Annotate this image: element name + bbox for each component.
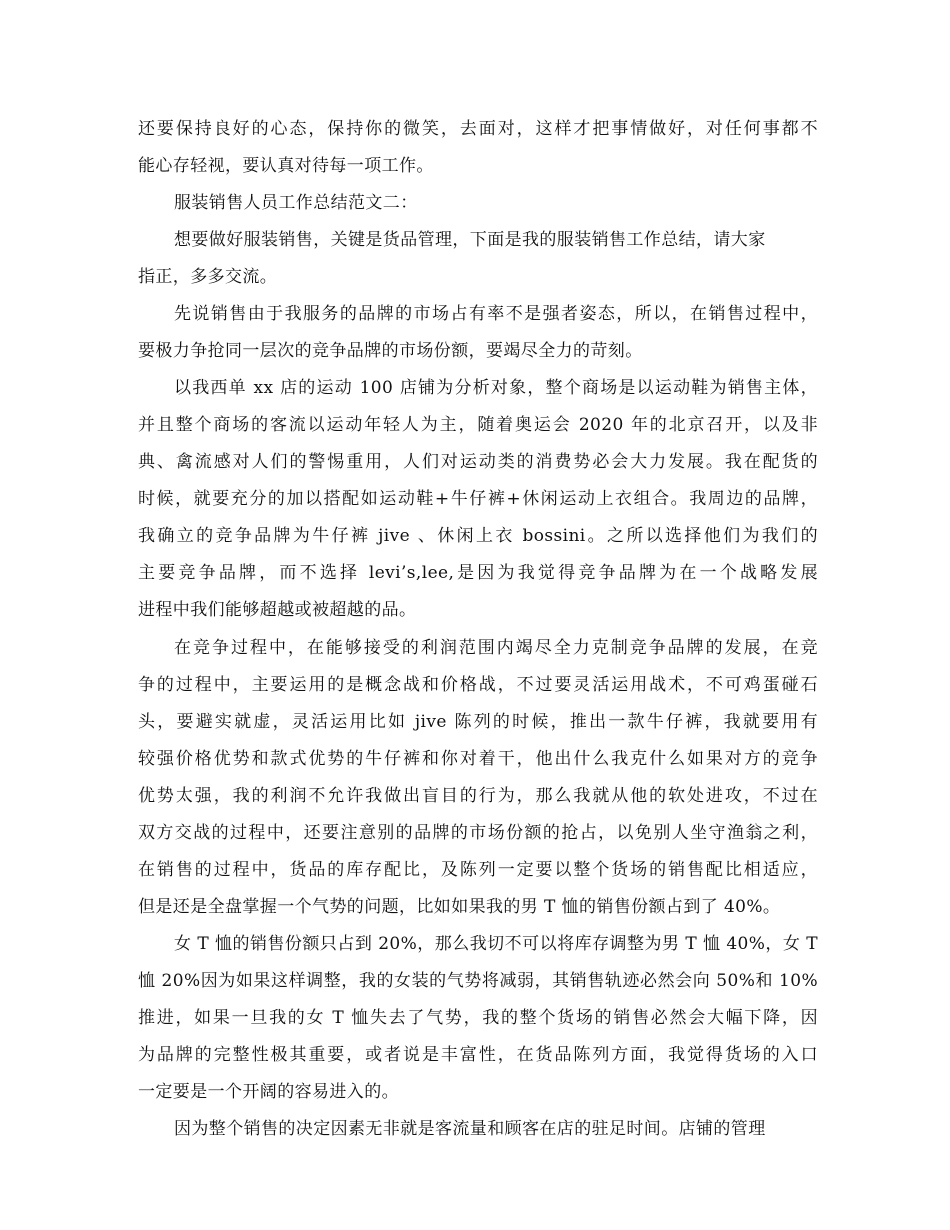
text-line: 因为整个销售的决定因素无非就是客流量和顾客在店的驻足时间。店铺的管理 (174, 1119, 766, 1139)
text-line: 头，要避实就虚，灵活运用比如 jive 陈列的时候，推出一款牛仔裤，我就要用有 (138, 712, 818, 732)
text-line: 指正，多多交流。 (138, 267, 278, 287)
text-line: 以我西单 xx 店的运动 100 店铺为分析对象，整个商场是以运动鞋为销售主体， (174, 378, 818, 398)
text-line: 我确立的竞争品牌为牛仔裤 jive 、休闲上衣 bossini。之所以选择他们为我们的 (138, 526, 818, 546)
text-line: 恤 20%因为如果这样调整，我的女装的气势将减弱，其销售轨迹必然会向 50%和 10% (138, 971, 818, 991)
text-line: 较强价格优势和款式优势的牛仔裤和你对着干，他出什么我克什么如果对方的竞争 (138, 749, 818, 769)
text-line: 双方交战的过程中，还要注意别的品牌的市场份额的抢占，以免别人坐守渔翁之利， (138, 823, 818, 843)
text-line: 推进，如果一旦我的女 T 恤失去了气势，我的整个货场的销售必然会大幅下降，因 (138, 1008, 818, 1028)
text-line: 主要竞争品牌，而不选择 levi’s,lee,是因为我觉得竞争品牌为在一个战略发展 (138, 563, 818, 583)
text-line: 但是还是全盘掌握一个气势的问题，比如如果我的男 T 恤的销售份额占到了 40%。 (138, 897, 781, 917)
text-line: 一定要是一个开阔的容易进入的。 (138, 1082, 399, 1102)
text-line: 想要做好服装销售，关键是货品管理，下面是我的服装销售工作总结，请大家 (174, 230, 766, 250)
text-line: 并且整个商场的客流以运动年轻人为主，随着奥运会 2020 年的北京召开，以及非 (138, 415, 818, 435)
text-line: 能心存轻视，要认真对待每一项工作。 (138, 156, 434, 176)
section-heading: 服装销售人员工作总结范文二： (174, 193, 418, 213)
text-line: 要极力争抢同一层次的竞争品牌的市场份额，要竭尽全力的苛刻。 (138, 341, 643, 361)
text-line: 典、禽流感对人们的警惕重用，人们对运动类的消费势必会大力发展。我在配货的 (138, 452, 818, 472)
text-line: 时候，就要充分的加以搭配如运动鞋+牛仔裤+休闲运动上衣组合。我周边的品牌， (138, 489, 818, 509)
text-line: 在竞争过程中，在能够接受的利润范围内竭尽全力克制竞争品牌的发展，在竞 (174, 638, 818, 658)
text-line: 先说销售由于我服务的品牌的市场占有率不是强者姿态，所以，在销售过程中， (174, 304, 818, 324)
text-line: 进程中我们能够超越或被超越的品。 (138, 600, 417, 620)
text-line: 优势太强，我的利润不允许我做出盲目的行为，那么我就从他的软处进攻，不过在 (138, 786, 818, 806)
text-line: 在销售的过程中，货品的库存配比，及陈列一定要以整个货场的销售配比相适应， (138, 860, 818, 880)
text-line: 为品牌的完整性极其重要，或者说是丰富性，在货品陈列方面，我觉得货场的入口 (138, 1045, 818, 1065)
text-line: 女 T 恤的销售份额只占到 20%，那么我切不可以将库存调整为男 T 恤 40%，女 T (174, 934, 818, 954)
text-line: 争的过程中，主要运用的是概念战和价格战，不过要灵活运用战术，不可鸡蛋碰石 (138, 675, 818, 695)
text-line: 还要保持良好的心态，保持你的微笑，去面对，这样才把事情做好，对任何事都不 (138, 119, 818, 139)
